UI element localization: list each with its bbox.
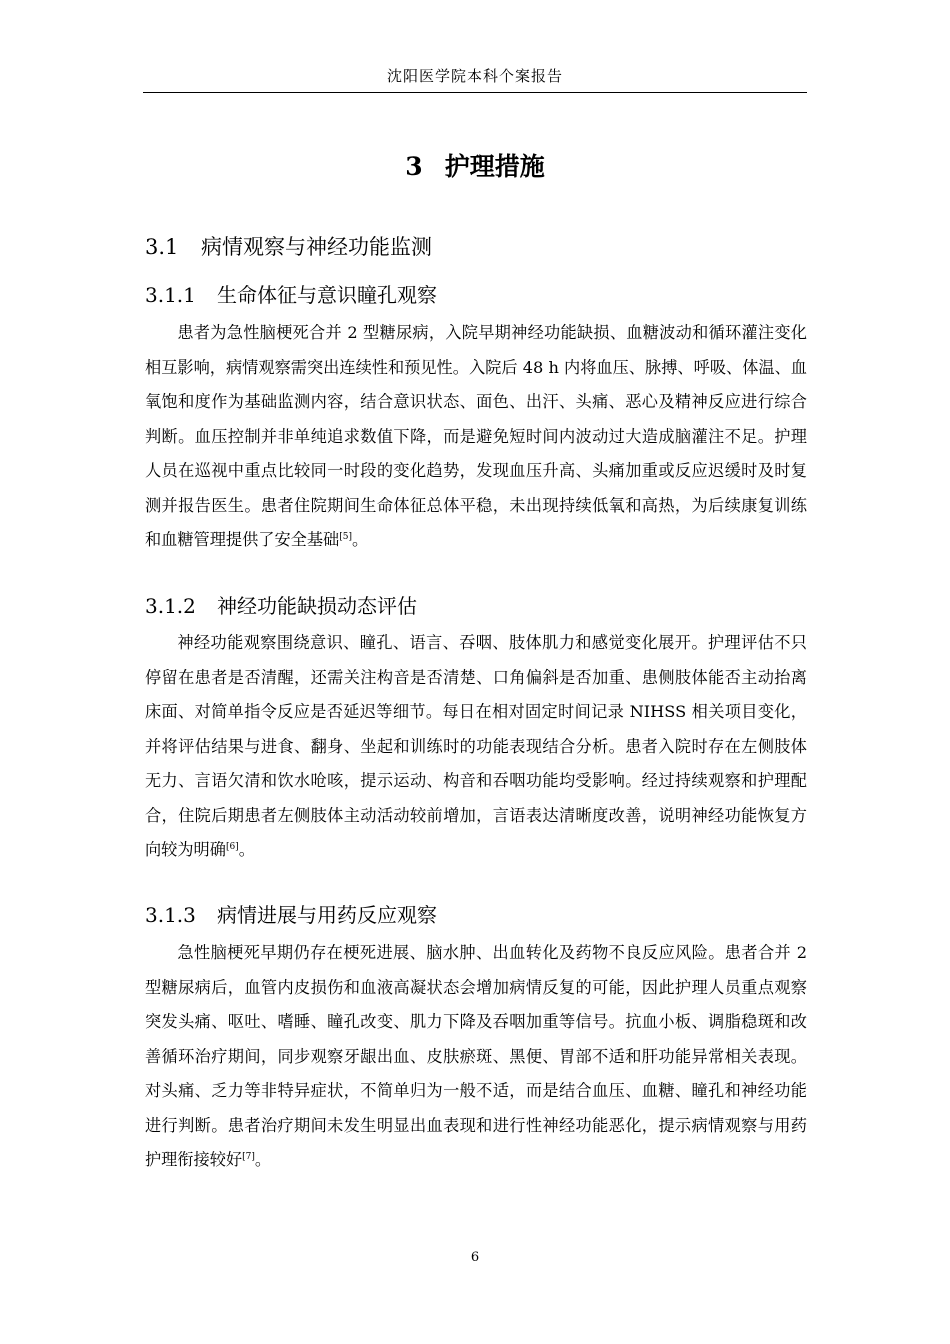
subsection-heading-3-1-3: [145, 900, 437, 930]
chapter-title-text: 护理措施: [444, 152, 545, 181]
paragraph-3-1-1: [145, 316, 807, 558]
subsection-number: 3.1.2: [145, 594, 196, 618]
citation: [5]: [339, 532, 352, 542]
paragraph-text: 急性脑梗死早期仍存在梗死进展、脑水肿、出血转化及药物不良反应风险。患者合并 2 型糖尿病后，血管内皮损伤和血液高凝状态会增加病情反复的可能，因此护理人员重点观察突发头痛、呕吐、嗜睡、瞳孔改变、肌力下降及吞咽加重等信号。抗血小板、调脂稳斑和改善循环治疗期间，同步观察牙龈出血、皮肤瘀斑、黑便、胃部不适和肝功能异常相关表现。对头痛、乏力等非特异症状，不简单归为一般不适，而是结合血压、血糖、瞳孔和神经功能进行判断。患者治疗期间未发生明显出血表现和进行性神经功能恶化，提示病情观察与用药护理衔接较好: [145, 943, 807, 1169]
subsection-title: 神经功能缺损动态评估: [217, 594, 417, 618]
section-title: 病情观察与神经功能监测: [201, 235, 432, 259]
section-number: 3.1: [145, 235, 179, 259]
running-header: 沈阳医学院本科个案报告: [386, 67, 563, 85]
subsection-heading-3-1-1: [145, 280, 437, 310]
subsection-title: 病情进展与用药反应观察: [217, 903, 437, 927]
paragraph-3-1-2: [145, 626, 807, 868]
paragraph-end: 。: [238, 840, 255, 859]
paragraph-end: 。: [352, 530, 369, 549]
chapter-title: [143, 150, 807, 184]
paragraph-end: 。: [254, 1150, 272, 1169]
header-rule: [143, 92, 807, 93]
subsection-number: 3.1.3: [145, 903, 196, 927]
paragraph-text: 患者为急性脑梗死合并 2 型糖尿病，入院早期神经功能缺损、血糖波动和循环灌注变化相互影响，病情观察需突出连续性和预见性。入院后 48 h 内将血压、脉搏、呼吸、体温、血氧饱和度作为基础监测内容，结合意识状态、面色、出汗、头痛、恶心及精神反应进行综合判断。血压控制并非单纯追求数值下降，而是避免短时间内波动过大造成脑灌注不足。护理人员在巡视中重点比较同一时段的变化趋势，发现血压升高、头痛加重或反应迟缓时及时复测并报告医生。患者住院期间生命体征总体平稳，未出现持续低氧和高热，为后续康复训练和血糖管理提供了安全基础: [145, 323, 807, 549]
paragraph-3-1-3: [145, 936, 807, 1178]
subsection-title: 生命体征与意识瞳孔观察: [217, 283, 437, 307]
subsection-number: 3.1.1: [145, 283, 196, 307]
paragraph-text: 神经功能观察围绕意识、瞳孔、语言、吞咽、肢体肌力和感觉变化展开。护理评估不只停留在患者是否清醒，还需关注构音是否清楚、口角偏斜是否加重、患侧肢体能否主动抬离床面、对简单指令反应是否延迟等细节。每日在相对固定时间记录 NIHSS 相关项目变化，并将评估结果与进食、翻身、坐起和训练时的功能表现结合分析。患者入院时存在左侧肢体无力、言语欠清和饮水呛咳，提示运动、构音和吞咽功能均受影响。经过持续观察和护理配合，住院后期患者左侧肢体主动活动较前增加，言语表达清晰度改善，说明神经功能恢复方向较为明确: [145, 633, 807, 859]
section-heading-3-1: [145, 232, 432, 262]
citation: [7]: [242, 1152, 255, 1162]
citation: [6]: [225, 842, 239, 852]
subsection-heading-3-1-2: [145, 591, 417, 621]
chapter-number: 3: [405, 152, 423, 181]
page-number: 6: [470, 1250, 480, 1265]
